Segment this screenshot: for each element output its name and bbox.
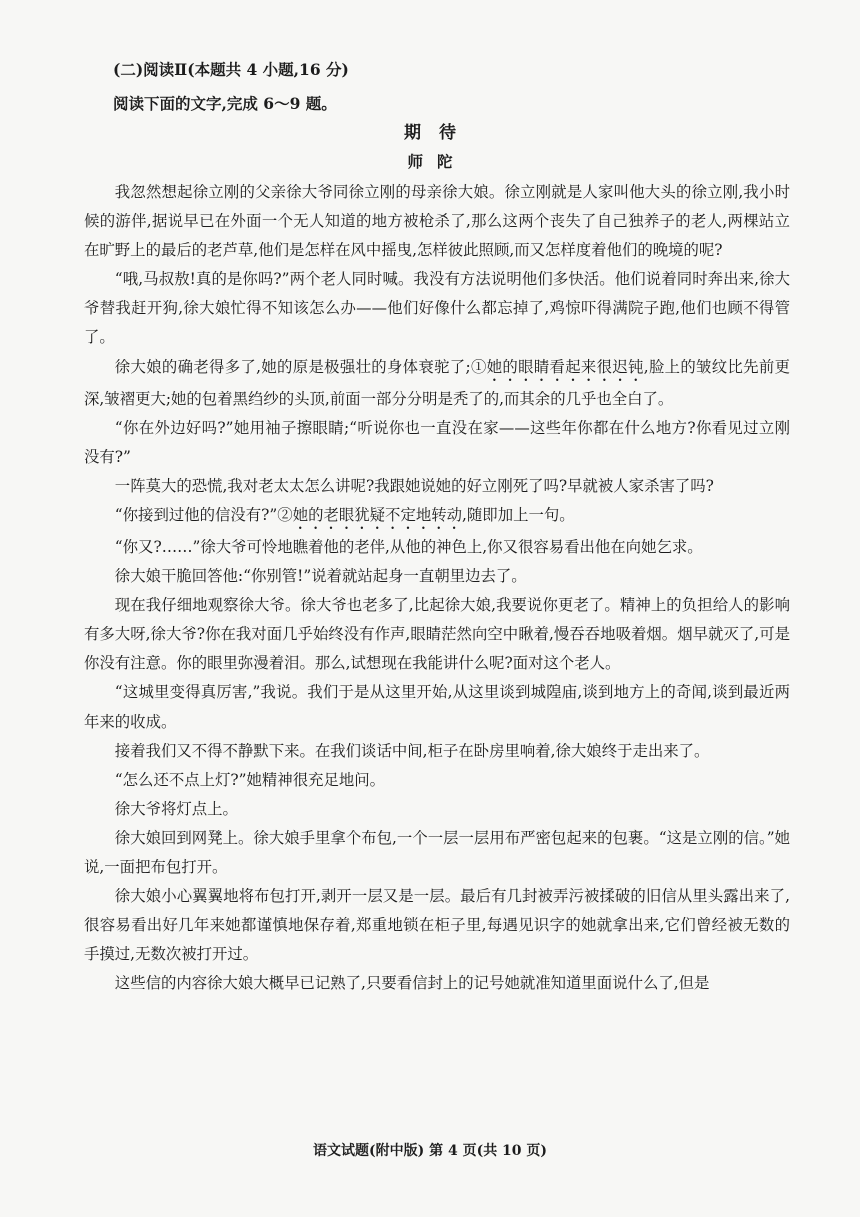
paragraph: [84, 353, 790, 414]
article-body: [84, 178, 790, 998]
paragraph: “这城里变得真厉害,”我说。我们于是从这里开始,从这里谈到城隍庙,谈到地方上的奇闻,谈到最近两年来的收成。: [84, 683, 790, 731]
section-heading: (二)阅读Ⅱ(本题共 4 小题,16 分): [113, 60, 349, 79]
paragraph: 我忽然想起徐立刚的父亲徐大爷同徐立刚的母亲徐大娘。徐立刚就是人家叫他大头的徐立刚,我小时候的游伴,据说早已在外面一个无人知道的地方被枪杀了,那么这两个丧失了自己独养子的老人,两棵站立在旷野上的最后的老芦草,他们是怎样在风中摇曳,怎样彼此照顾,而又怎样度着他们的晚境的呢?: [84, 183, 790, 260]
paragraph: “怎么还不点上灯?”她精神很充足地问。: [114, 770, 386, 789]
page-footer: 语文试题(附中版) 第 4 页(共 10 页): [312, 1143, 548, 1159]
article-title: 期待: [404, 123, 474, 143]
paragraph-text: 徐大娘的确老得多了,她的原是极强壮的身体衰驼了;①: [114, 357, 487, 376]
paragraph: 徐大娘干脆回答他:“你别管!”说着就站起身一直朝里边去了。: [114, 567, 527, 586]
emphasized-sentence-2: 她的老眼犹疑不定地转动: [292, 505, 463, 524]
paragraph: 接着我们又不得不静默下来。在我们谈话中间,柜子在卧房里响着,徐大娘终于走出来了。: [114, 741, 710, 760]
paragraph: 徐大爷将灯点上。: [114, 799, 238, 818]
paragraph: 现在我仔细地观察徐大爷。徐大爷也老多了,比起徐大娘,我要说你更老了。精神上的负担给人的影响有多大呀,徐大爷?你在我对面几乎始终没有作声,眼睛茫然向空中瞅着,慢吞吞地吸着烟。烟早就灭了,可是你没有注意。你的眼里弥漫着泪。那么,试想现在我能讲什么呢?面对这个老人。: [84, 596, 790, 673]
paragraph: 徐大娘小心翼翼地将布包打开,剥开一层又是一层。最后有几封被弄污被揉破的旧信从里头露出来了,很容易看出好几年来她都谨慎地保存着,郑重地锁在柜子里,每遇见识字的她就拿出来,它们曾经被无数的手摸过,无数次被打开过。: [84, 887, 790, 964]
paragraph-text: ,脸上的皱纹比先前更深,皱褶更大;她的包着黑绉纱的头顶,前面一部分分明是秃了的,而其余的几乎也全白了。: [84, 357, 790, 408]
paragraph: “哦,马叔敖!真的是你吗?”两个老人同时喊。我没有方法说明他们多快活。他们说着同时奔出来,徐大爷替我赶开狗,徐大娘忙得不知该怎么办——他们好像什么都忘掉了,鸡惊吓得满院子跑,他们也顾不得管了。: [84, 270, 790, 347]
paragraph: “你在外边好吗?”她用袖子擦眼睛;“听说你也一直没在家——这些年你都在什么地方?你看见过立刚没有?”: [84, 418, 790, 466]
emphasized-sentence-1: 她的眼睛看起来很迟钝: [486, 357, 644, 376]
paragraph-text: ,随即加上一句。: [462, 505, 575, 524]
paragraph-text: “你接到过他的信没有?”②: [114, 505, 293, 524]
paragraph: 一阵莫大的恐慌,我对老太太怎么讲呢?我跟她说她的好立刚死了吗?早就被人家杀害了吗?: [114, 476, 714, 495]
paragraph: 徐大娘回到网凳上。徐大娘手里拿个布包,一个一层一层用布严密包起来的包裹。“这是立刚的信。”她说,一面把布包打开。: [84, 828, 790, 876]
article-author: 师陀: [407, 152, 467, 171]
reading-instruction: 阅读下面的文字,完成 6～9 题。: [113, 94, 337, 113]
paragraph: [84, 501, 790, 533]
paragraph: 这些信的内容徐大娘大概早已记熟了,只要看信封上的记号她就准知道里面说什么了,但是: [114, 974, 710, 993]
paragraph: “你又?……”徐大爷可怜地瞧着他的老伴,从他的神色上,你又很容易看出他在向她乞求。: [114, 537, 703, 556]
